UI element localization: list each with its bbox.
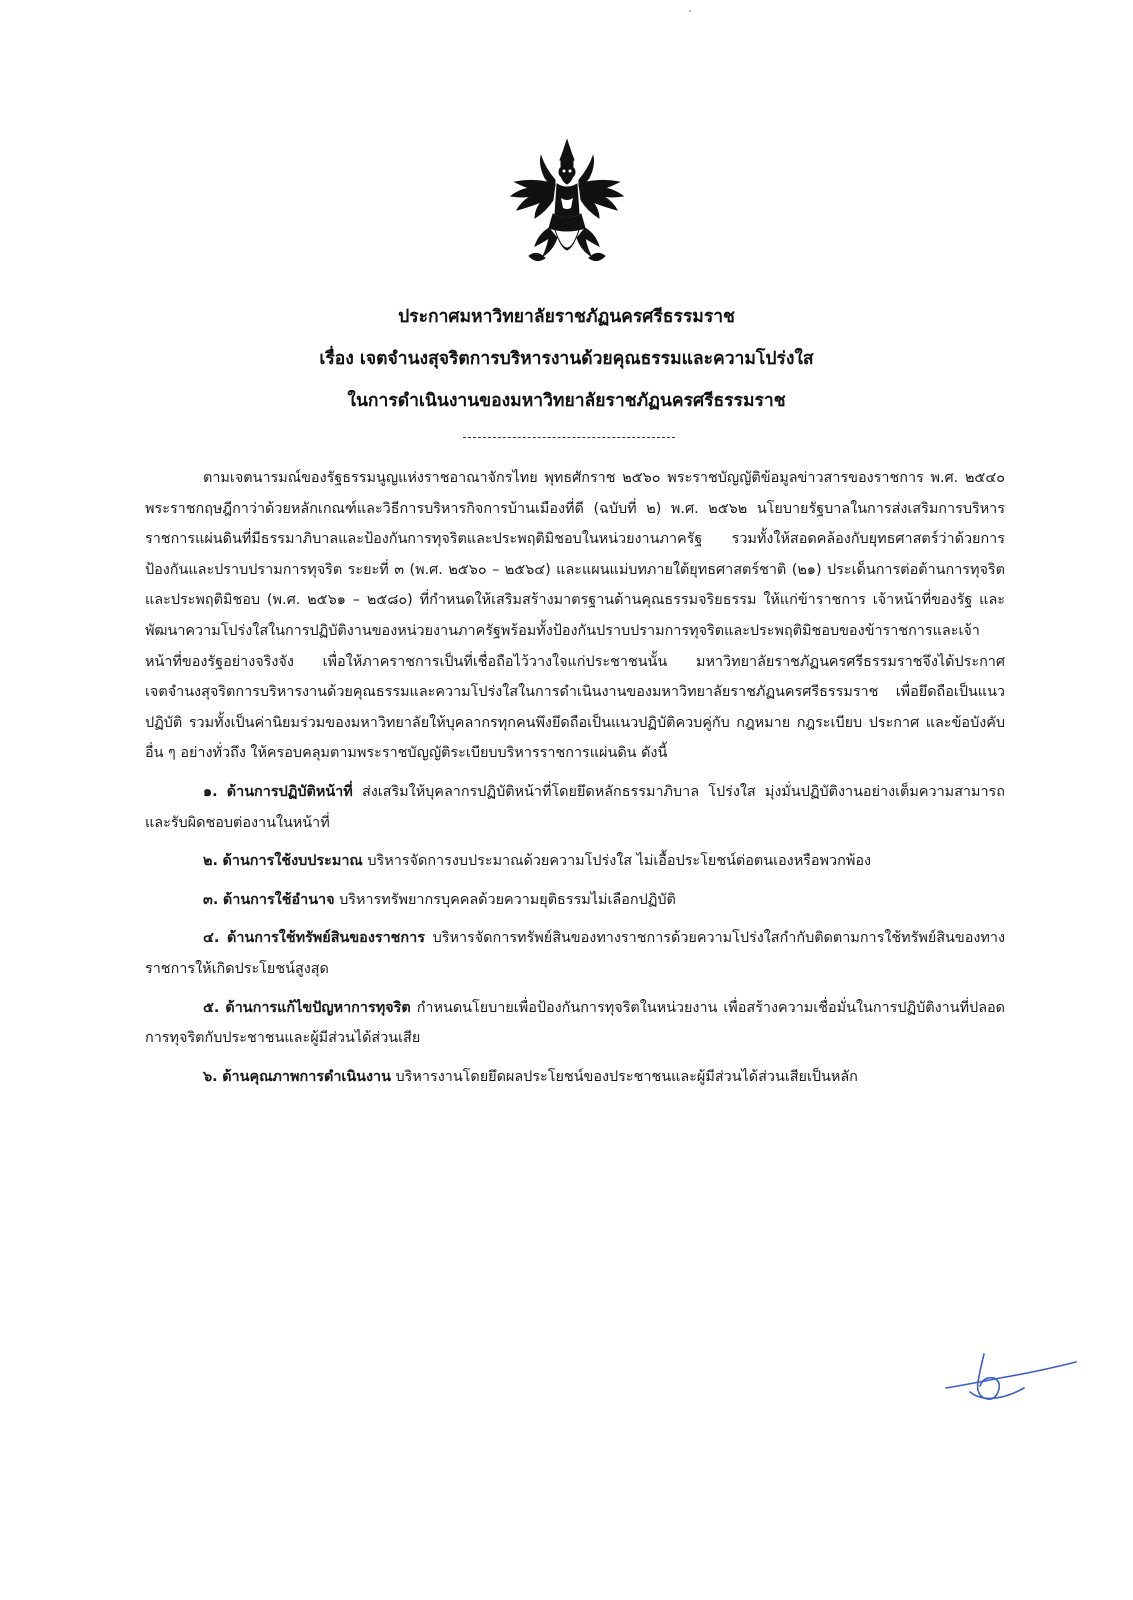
title-separator [463,437,675,438]
title-line-3: ในการดำเนินงานของมหาวิทยาลัยราชภัฏนครศรีธรรมราช [347,391,786,411]
item-heading: ด้านการปฏิบัติหน้าที่ [226,783,353,800]
scan-mark [689,10,691,12]
signature-icon [940,1348,1080,1408]
policy-item-3 [145,885,1005,916]
item-number: ๒. [203,853,218,870]
item-number: ๓. [203,891,219,908]
announcement-title [0,296,1133,422]
item-text: กำหนดนโยบายเพื่อป้องกันการทุจริตในหน่วยงาน เพื่อสร้างความเชื่อมั่นในการปฏิบัติงานที่ปลอดการทุจริตกับประชาชนและผู้มีส่วนได้ส่วนเสีย [145,999,1005,1047]
policy-item-4 [145,923,1005,984]
policy-item-6 [145,1062,1005,1093]
item-text: บริหารทรัพยากรบุคคลด้วยความยุติธรรมไม่เลือกปฏิบัติ [339,891,676,908]
policy-item-1 [145,777,1005,838]
item-number: ๑. [203,783,218,800]
title-line-2: เรื่อง เจตจำนงสุจริตการบริหารงานด้วยคุณธรรมและความโปร่งใส [319,349,814,369]
item-text: บริหารงานโดยยึดผลประโยชน์ของประชาชนและผู้มีส่วนได้ส่วนเสียเป็นหลัก [395,1068,858,1085]
announcement-body [145,463,1005,1092]
item-number: ๖. [203,1068,218,1085]
garuda-emblem-icon [505,138,629,266]
item-number: ๔. [203,930,220,947]
item-heading: ด้านการแก้ไขปัญหาการทุจริต [225,999,411,1016]
item-text: บริหารจัดการงบประมาณด้วยความโปร่งใส ไม่เอื้อประโยชน์ต่อตนเองหรือพวกพ้อง [367,853,871,870]
item-number: ๕. [203,999,220,1016]
item-heading: ด้านคุณภาพการดำเนินงาน [222,1068,391,1085]
item-text: ส่งเสริมให้บุคลากรปฏิบัติหน้าที่โดยยึดหลักธรรมาภิบาล โปร่งใส มุ่งมั่นปฏิบัติงานอย่างเต็มความสามารถและรับผิดชอบต่องานในหน้าที่ [145,783,1006,831]
item-text: บริหารจัดการทรัพย์สินของทางราชการด้วยความโปร่งใสกำกับติดตามการใช้ทรัพย์สินของทางราชการให้เกิดประโยชน์สูงสุด [145,930,1005,977]
item-heading: ด้านการใช้งบประมาณ [222,853,363,870]
item-heading: ด้านการใช้ทรัพย์สินของราชการ [227,930,425,947]
title-line-1: ประกาศมหาวิทยาลัยราชภัฏนครศรีธรรมราช [398,307,735,327]
policy-item-5 [145,993,1005,1054]
item-heading: ด้านการใช้อำนาจ [222,891,335,908]
intro-paragraph: ตามเจตนารมณ์ของรัฐธรรมนูญแห่งราชอาณาจักรไทย พุทธศักราช ๒๕๖๐ พระราชบัญญัติข้อมูลข่าวสารของราชการ พ.ศ. ๒๕๔๐ พระราชกฤษฎีกาว่าด้วยหลักเกณฑ์และวิธีการบริหารกิจการบ้านเมืองที่ดี (ฉบับที่ ๒) พ.ศ. ๒๕๖๒ นโยบายรัฐบาลในการส่งเสริมการบริหารราชการแผ่นดินที่มีธรรมาภิบาลและป้องกันการทุจริตและประพฤติมิชอบในหน่วยงานภาครัฐ รวมทั้งให้สอดคล้องกับยุทธศาสตร์ว่าด้วยการป้องกันและปราบปรามการทุจริต ระยะที่ ๓ (พ.ศ. ๒๕๖๐ – ๒๕๖๔) และแผนแม่บทภายใต้ยุทธศาสตร์ชาติ (๒๑) ประเด็นการต่อต้านการทุจริตและประพฤติมิชอบ (พ.ศ. ๒๕๖๑ – ๒๕๘๐) ที่กำหนดให้เสริมสร้างมาตรฐานด้านคุณธรรมจริยธรรม ให้แก่ข้าราชการ เจ้าหน้าที่ของรัฐ และพัฒนาความโปร่งใสในการปฏิบัติงานของหน่วยงานภาครัฐพร้อมทั้งป้องกันปราบปรามการทุจริตและประพฤติมิชอบของข้าราชการและเจ้าหน้าที่ของรัฐอย่างจริงจัง เพื่อให้ภาคราชการเป็นที่เชื่อถือไว้วางใจแก่ประชาชนนั้น มหาวิทยาลัยราชภัฏนครศรีธรรมราชจึงได้ประกาศเจตจำนงสุจริตการบริหารงานด้วยคุณธรรมและความโปร่งใสในการดำเนินงานของมหาวิทยาลัยราชภัฏนครศรีธรรมราช เพื่อยึดถือเป็นแนวปฏิบัติ รวมทั้งเป็นค่านิยมร่วมของมหาวิทยาลัยให้บุคลากรทุกคนพึงยึดถือเป็นแนวปฏิบัติควบคู่กับ กฎหมาย กฎระเบียบ ประกาศ และข้อบังคับอื่น ๆ อย่างทั่วถึง ให้ครอบคลุมตามพระราชบัญญัติระเบียบบริหารราชการแผ่นดิน ดังนี้ [145,470,1005,762]
policy-item-2 [145,846,1005,877]
